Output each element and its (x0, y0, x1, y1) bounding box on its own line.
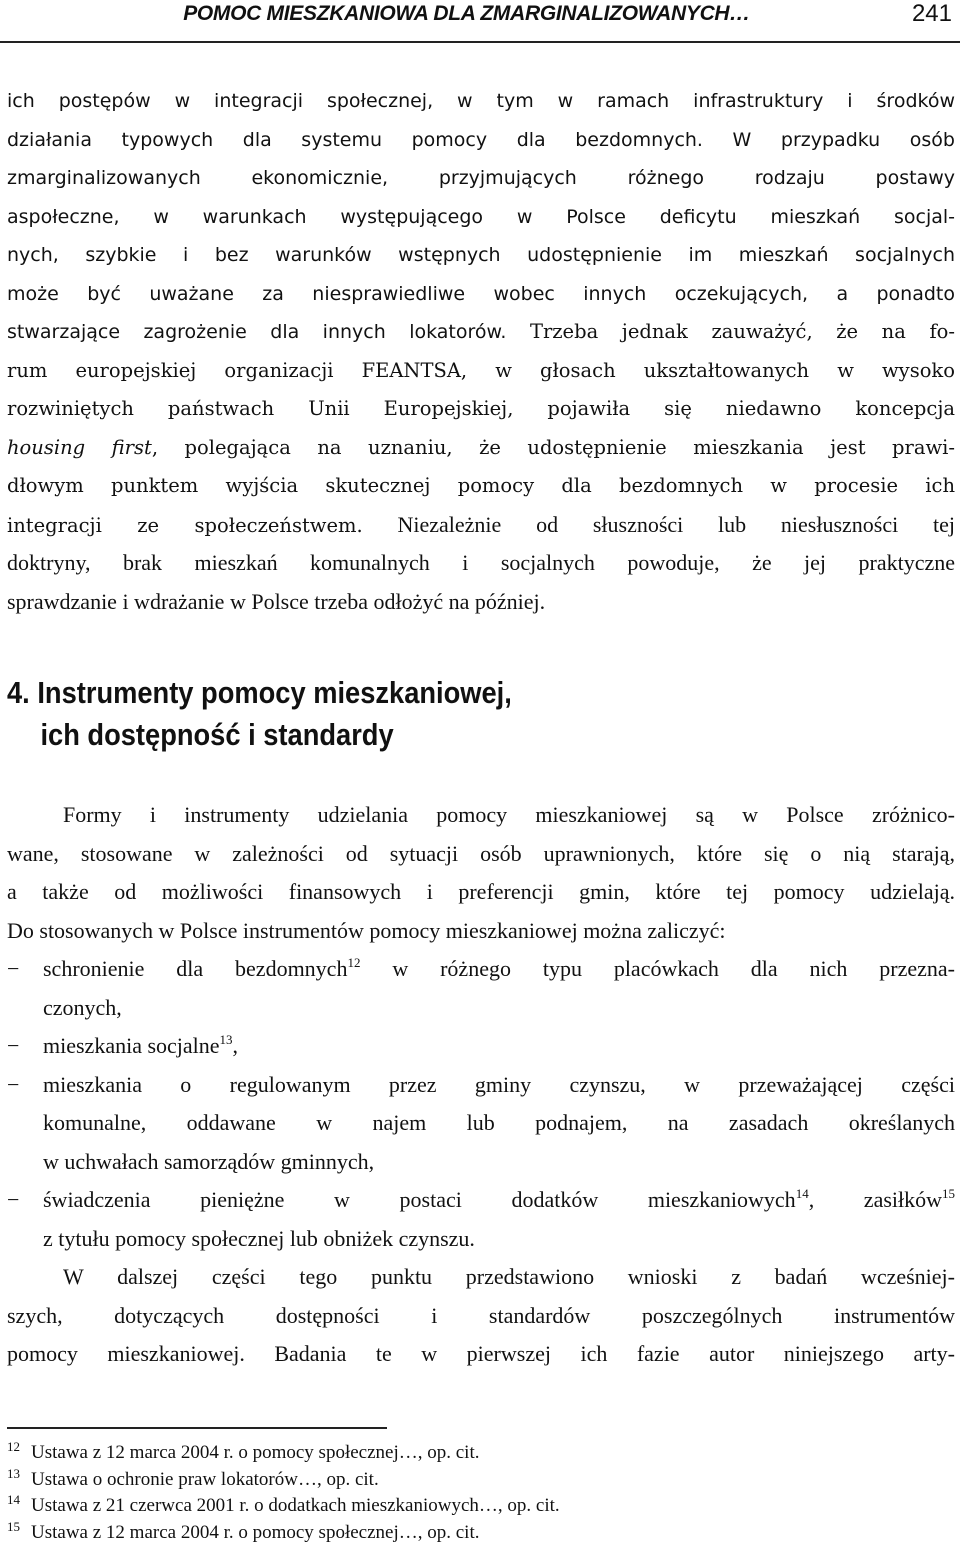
paragraph-3 (7, 1258, 955, 1374)
text-line: rozwiniętych państwach Unii Europejskiej, pojawiła się niedawno koncepcja (7, 397, 955, 420)
text-line: rum europejskiej organizacji FEANTSA, w głosach ukształtowanych w wysoko (7, 358, 955, 382)
text-segment: schronienie dla bezdomnych (43, 956, 348, 981)
paragraph-1 (7, 82, 955, 621)
list-item (7, 950, 955, 1027)
list-dash: − (7, 1187, 20, 1212)
instrument-list (7, 950, 955, 1258)
text-line: może być uważane za niesprawiedliwe wobec innych oczekujących, a ponadto (7, 282, 955, 305)
running-title: POMOC MIESZKANIOWA DLA ZMARGINALIZOWANYCH… (183, 2, 750, 25)
footnote-ref: 15 (942, 1186, 956, 1201)
italic-term: housing first (7, 435, 152, 459)
text-line: aspołeczne, w warunkach występującego w Polsce deficytu mieszkań socjal- (7, 205, 955, 228)
heading-line-1 (7, 672, 512, 714)
text-line: działania typowych dla systemu pomocy dla bezdomnych. W przypadku osób (7, 128, 955, 151)
text-line: pomocy mieszkaniowej. Badania te w pierwszej ich fazie autor niniejszego arty- (7, 1341, 955, 1366)
header-rule (0, 41, 960, 43)
footnote-ref: 12 (347, 955, 361, 970)
section-number: 4. (7, 675, 30, 710)
text-line: a także od możliwości finansowych i preferencji gmin, które tej pomocy udzielają. (7, 879, 955, 904)
text-segment: Niezależnie od słuszności lub niesłuszności tej (362, 511, 956, 537)
text-line: mieszkania o regulowanym przez gminy czynszu, w przeważającej części (43, 1071, 955, 1097)
list-dash: − (7, 1071, 20, 1097)
text-line: nych, szybkie i bez warunków wstępnych udostępnienie im mieszkań socjalnych (7, 244, 955, 266)
text-line: wane, stosowane w zależności od sytuacji osób uprawnionych, które się o nią starają, (7, 840, 955, 866)
text-segment: , polegająca na uznaniu, że udostępnienie mieszkania jest prawi- (151, 435, 955, 459)
text-line: doktryny, brak mieszkań komunalnych i socjalnych powoduje, że jej praktyczne (7, 550, 955, 575)
list-item (7, 1181, 955, 1258)
footnote-ref: 14 (795, 1186, 809, 1201)
text-segment: integracji ze społeczeństwem. (7, 513, 363, 537)
footnote-text: Ustawa z 21 czerwca 2001 r. o dodatkach mieszkaniowych…, op. cit. (31, 1495, 560, 1516)
text-line: W dalszej części tego punktu przedstawiono wnioski z badań wcześniej- (63, 1264, 955, 1289)
page-header (0, 0, 960, 44)
text-line: czonych, (43, 994, 122, 1020)
text-segment: stwarzające zagrożenie dla innych lokatorów. (7, 321, 507, 343)
text-line: zmarginalizowanych ekonomicznie, przyjmujących różnego rodzaju postawy (7, 167, 955, 189)
section-title: Instrumenty pomocy mieszkaniowej, (37, 675, 512, 710)
text-segment: świadczenia pieniężne w postaci dodatków mieszkaniowych (43, 1187, 796, 1212)
text-line: dłowym punktem wyjścia skutecznej pomocy dla bezdomnych w procesie ich (7, 474, 955, 497)
text-line: Formy i instrumenty udzielania pomocy mieszkaniowej są w Polsce zróżnico- (63, 802, 955, 827)
text-line: sprawdzanie i wdrażanie w Polsce trzeba odłożyć na później. (7, 588, 546, 614)
text-line (7, 950, 955, 989)
footnote: 13 Ustawa o ochronie praw lokatorów…, op. cit. (7, 1465, 379, 1490)
text-line (7, 429, 955, 468)
heading-line-2: ich dostępność i standardy (40, 717, 394, 752)
text-segment: , (232, 1033, 239, 1058)
text-line (7, 1181, 955, 1220)
text-segment: Trzeba jednak zauważyć, że na fo- (506, 320, 955, 343)
text-line: ich postępów w integracji społecznej, w tym w ramach infrastruktury i środków (7, 90, 955, 112)
text-line (7, 1027, 955, 1066)
footnote-text: Ustawa o ochronie praw lokatorów…, op. cit. (31, 1468, 379, 1490)
list-dash: − (7, 956, 20, 981)
footnote-text: Ustawa z 12 marca 2004 r. o pomocy społecznej…, op. cit. (31, 1521, 480, 1543)
section-heading (7, 672, 512, 756)
list-item (7, 1066, 955, 1182)
text-segment: mieszkania socjalne (43, 1033, 220, 1058)
footnote: 14 Ustawa z 21 czerwca 2001 r. o dodatkach mieszkaniowych…, op. cit. (7, 1492, 560, 1516)
text-line: z tytułu pomocy społecznej lub obniżek czynszu. (43, 1225, 475, 1251)
footnotes (7, 1440, 947, 1546)
page-number: 241 (911, 0, 952, 27)
text-line: komunalne, oddawane w najem lub podnajem, na zasadach określanych (43, 1110, 955, 1135)
text-line: szych, dotyczących dostępności i standardów poszczególnych instrumentów (7, 1302, 955, 1328)
footnote: 12 Ustawa z 12 marca 2004 r. o pomocy społecznej…, op. cit. (7, 1439, 480, 1463)
list-dash: − (7, 1033, 20, 1058)
footnote-text: Ustawa z 12 marca 2004 r. o pomocy społecznej…, op. cit. (31, 1442, 480, 1463)
footnote: 15 Ustawa z 12 marca 2004 r. o pomocy społecznej…, op. cit. (7, 1518, 480, 1543)
text-segment: , zasiłków (808, 1187, 943, 1212)
footnote-ref: 13 (219, 1032, 233, 1047)
text-line: Do stosowanych w Polsce instrumentów pomocy mieszkaniowej można zaliczyć: (7, 917, 726, 943)
text-line (7, 313, 955, 352)
text-segment: w różnego typu placówkach dla nich przezna- (360, 956, 955, 981)
text-line (7, 506, 955, 545)
text-line: w uchwałach samorządów gminnych, (43, 1148, 375, 1174)
footnote-rule (7, 1427, 387, 1429)
list-item (7, 1027, 955, 1066)
paragraph-2 (7, 796, 955, 950)
